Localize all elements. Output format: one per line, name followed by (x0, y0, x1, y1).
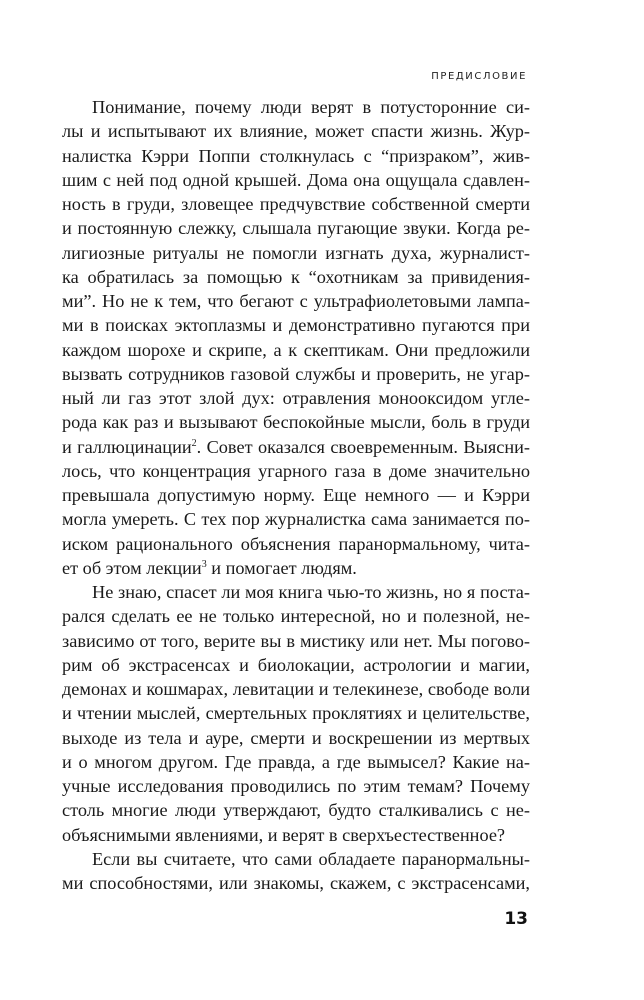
text-line: ность в груди, зловещее предчувствие собственной смерти (62, 194, 530, 214)
text-line: лы и испытывают их влияние, может спасти жизнь. Жур- (62, 121, 530, 142)
paragraph-1 (62, 95, 530, 580)
text-line: и о многом другом. Где правда, а где вымысел? Какие на- (62, 751, 530, 772)
text-line: каждом шорохе и скрипе, а к скептикам. Они предложили (62, 339, 530, 360)
text-segment: . Совет оказался своевременным. Выясни- (196, 436, 531, 457)
text-line: рода как раз и вызывают беспокойные мысли, боль в груди (62, 412, 530, 433)
text-line: ка обратилась за помощью к “охотникам за привидения- (62, 266, 530, 287)
text-line: демонах и кошмарах, левитации и телекинезе, свободе воли (62, 679, 530, 699)
text-line: вызвать сотрудников газовой службы и проверить, не угар- (62, 363, 530, 384)
text-line: шим с ней под одной крышей. Дома она ощущала сдавлен- (62, 169, 530, 190)
text-line: и чтении мыслей, смертельных проклятиях и целительстве, (62, 703, 530, 724)
text-line: столь многие люди утверждают, будто сталкивались с не- (62, 800, 530, 821)
paragraph-3 (62, 847, 530, 896)
text-line: рим об экстрасенсах и биолокации, астрологии и магии, (62, 654, 530, 675)
footnote-ref[interactable]: 2 (191, 437, 197, 449)
text-line: лось, что концентрация угарного газа в доме значительно (62, 460, 530, 481)
text-line: Не знаю, спасет ли моя книга чью-то жизнь, но я поста- (92, 582, 530, 602)
text-line: ный ли газ этот злой дух: отравления монооксидом угле- (62, 388, 530, 408)
text-line: выходе из тела и ауре, смерти и воскрешении из мертвых (62, 727, 530, 748)
text-line: иском рационального объяснения паранормальному, чита- (62, 533, 530, 554)
text-line: Если вы считаете, что сами обладаете паранормальны- (92, 848, 530, 869)
text-line: Понимание, почему люди верят в потусторонние си- (92, 97, 530, 117)
footnote-ref[interactable]: 3 (201, 558, 207, 570)
text-line: ми в поисках эктоплазмы и демонстративно пугаются при (62, 315, 530, 336)
running-head: ПРЕДИСЛОВИЕ (431, 71, 527, 82)
text-segment: и галлюцинации (62, 436, 192, 457)
text-line: и постоянную слежку, слышала пугающие звуки. Когда ре- (62, 218, 530, 239)
text-line: ми способностями, или знакомы, скажем, с экстрасенсами, (62, 873, 530, 893)
text-line: могла умереть. С тех пор журналистка сама занимается по- (62, 509, 530, 530)
text-line: зависимо от того, верите вы в мистику или нет. Мы погово- (62, 630, 530, 651)
text-line: лигиозные ритуалы не помогли изгнать духа, журналист- (62, 242, 530, 263)
text-segment: и помогает людям. (206, 557, 357, 578)
text-line (62, 435, 530, 459)
text-segment: ет об этом лекции (62, 557, 202, 578)
text-line: налистка Кэрри Поппи столкнулась с “призраком”, жив- (62, 145, 530, 166)
paragraph-2 (62, 580, 530, 847)
text-line: превышала допустимую норму. Еще немного — и Кэрри (62, 485, 530, 505)
text-line: учные исследования проводились по этим темам? Почему (62, 776, 530, 796)
page-number: 13 (504, 909, 528, 929)
text-line: ми”. Но не к тем, что бегают с ультрафиолетовыми лампа- (62, 291, 530, 311)
text-line: рался сделать ее не только интересной, но и полезной, не- (62, 606, 530, 627)
text-line (62, 556, 530, 580)
text-line: объяснимыми явлениями, и верят в сверхъестественное? (62, 824, 506, 845)
body-text (62, 95, 530, 895)
